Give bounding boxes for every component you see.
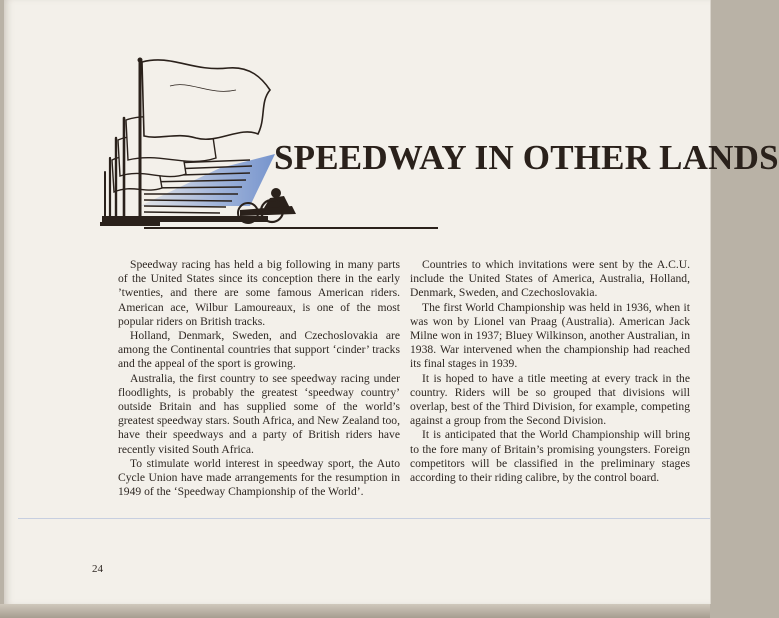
article-title: SPEEDWAY IN OTHER LANDS (274, 138, 779, 177)
paragraph: Speedway racing has held a big following in many parts of the United States since its conception there in the early ’twenties, and there are some famous American riders. American ace, Wilbur Lamoureaux, is one of the most popular riders on British tracks. (118, 258, 400, 328)
left-column (118, 258, 400, 499)
paragraph: It is anticipated that the World Championship will bring to the fore many of Britain’s promising youngsters. Foreign competitors will be classified in the preliminary stages according to their riding calibre, by the control board. (410, 428, 690, 485)
section-divider (18, 518, 710, 519)
paragraph: Holland, Denmark, Sweden, and Czechoslovakia are among the Continental countries that support ‘cinder’ tracks and the appeal of the sport is growing. (118, 329, 400, 371)
page-stack-edge (0, 604, 710, 618)
paragraph: Australia, the first country to see speedway racing under floodlights, is probably the greatest ‘speedway country’ outside Britain and has supplied some of the world’s greatest speedway stars. South Africa, and New Zealand too, have their speedways and a party of British riders have recently visited South Africa. (118, 371, 400, 456)
paragraph: Countries to which invitations were sent by the A.C.U. include the United States of America, Australia, Holland, Denmark, Sweden, and Czechoslovakia. (410, 258, 690, 300)
right-column (410, 258, 690, 485)
paragraph: To stimulate world interest in speedway sport, the Auto Cycle Union have made arrangements for the resumption in 1949 of the ‘Speedway Championship of the World’. (118, 456, 400, 499)
title-underline (144, 227, 438, 229)
paragraph: It is hoped to have a title meeting at every track in the country. Riders will be so grouped that divisions will overlap, best of the Third Division, for example, competing against a group from the Second Division. (410, 371, 690, 428)
page-number: 24 (92, 563, 103, 575)
paragraph: The first World Championship was held in 1936, when it was won by Lionel van Praag (Australia). American Jack Milne won in 1937; Bluey Wilkinson, another Australian, in 1938. War intervened when the championship had reached its final stages in 1939. (410, 300, 690, 371)
book-page (4, 0, 779, 604)
